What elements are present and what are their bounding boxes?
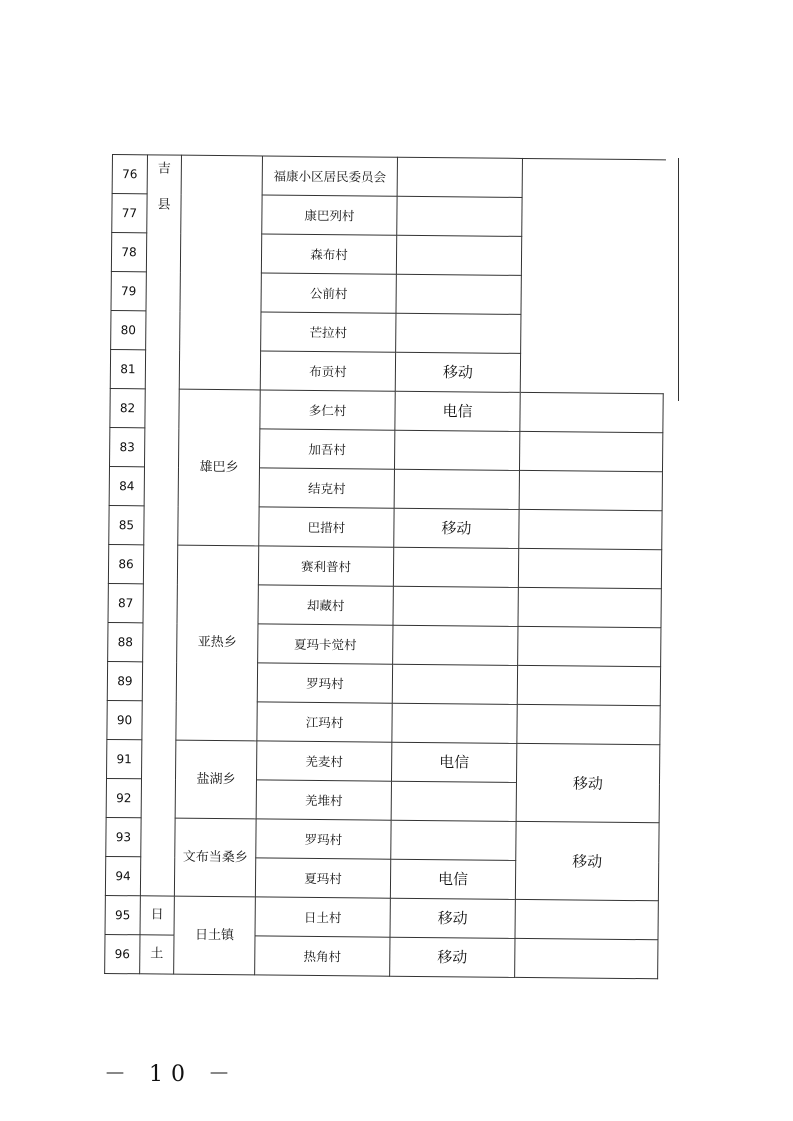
row-number: 94 — [105, 856, 140, 895]
carrier-cell-2 — [519, 470, 662, 510]
carrier-cell — [391, 781, 516, 821]
village-cell: 结克村 — [259, 468, 394, 508]
village-cell: 罗玛村 — [257, 663, 392, 703]
row-number: 83 — [110, 427, 145, 466]
carrier-cell — [397, 157, 522, 197]
town-cell: 日土镇 — [174, 896, 256, 975]
carrier-cell-2 — [518, 548, 661, 588]
carrier-cell — [393, 586, 518, 626]
carrier-cell — [393, 625, 518, 665]
village-cell: 加吾村 — [259, 429, 394, 469]
village-cell: 公前村 — [261, 273, 396, 313]
row-number: 78 — [111, 233, 146, 272]
town-cell: 文布当桑乡 — [174, 818, 256, 897]
table-row — [110, 388, 663, 432]
carrier-cell — [392, 664, 517, 704]
carrier-cell-2: 移动 — [516, 743, 660, 822]
carrier-cell: 移动 — [390, 898, 515, 938]
county-char: 县 — [157, 197, 171, 213]
row-number: 80 — [111, 310, 146, 349]
row-number: 87 — [108, 583, 143, 622]
blank-cell — [520, 158, 665, 393]
carrier-cell-2 — [520, 392, 663, 432]
town-cell: 盐湖乡 — [175, 740, 257, 819]
village-cell: 布贡村 — [260, 351, 395, 391]
carrier-cell — [391, 820, 516, 860]
carrier-cell — [396, 235, 521, 275]
row-number: 81 — [110, 349, 145, 388]
row-number: 92 — [106, 778, 141, 817]
row-number: 88 — [108, 622, 143, 661]
village-cell: 巴措村 — [259, 507, 394, 547]
row-number: 89 — [107, 661, 142, 700]
carrier-cell-2 — [515, 938, 658, 978]
carrier-cell-2 — [518, 626, 661, 666]
carrier-cell: 移动 — [395, 352, 520, 392]
row-number: 76 — [112, 155, 147, 194]
carrier-cell-2 — [517, 704, 660, 744]
row-number: 86 — [108, 544, 143, 583]
carrier-cell — [397, 196, 522, 236]
village-table — [104, 154, 666, 979]
village-cell: 却藏村 — [258, 585, 393, 625]
village-cell: 森布村 — [261, 234, 396, 274]
carrier-cell-2 — [518, 587, 661, 627]
carrier-cell — [396, 313, 521, 353]
village-cell: 多仁村 — [260, 390, 395, 430]
table-row — [105, 895, 658, 939]
carrier-cell: 移动 — [390, 937, 515, 977]
village-cell: 羌麦村 — [256, 741, 391, 781]
town-cell: 雄巴乡 — [178, 389, 260, 546]
village-cell: 热角村 — [255, 936, 390, 976]
village-cell: 日土村 — [255, 897, 390, 937]
carrier-cell: 电信 — [395, 391, 520, 431]
carrier-cell: 电信 — [390, 859, 515, 899]
carrier-cell — [394, 430, 519, 470]
village-cell: 福康小区居民委员会 — [262, 156, 397, 196]
carrier-cell-2 — [515, 899, 658, 939]
carrier-cell-2 — [519, 509, 662, 549]
row-number: 84 — [109, 466, 144, 505]
carrier-cell: 移动 — [394, 508, 519, 548]
row-number: 85 — [109, 505, 144, 544]
county-char: 土 — [140, 935, 174, 974]
carrier-cell — [392, 703, 517, 743]
row-number: 82 — [110, 388, 145, 427]
table-row — [108, 544, 661, 588]
row-number: 96 — [105, 934, 140, 973]
county-char: 吉 — [157, 161, 171, 177]
carrier-cell — [393, 547, 518, 587]
village-cell: 夏玛卡觉村 — [258, 624, 393, 664]
table-row — [106, 817, 659, 861]
row-number: 93 — [106, 817, 141, 856]
table-edge-line — [678, 158, 679, 401]
page-number: － 10 － — [104, 1062, 238, 1087]
village-cell: 夏玛村 — [255, 858, 390, 898]
village-cell: 康巴列村 — [262, 195, 397, 235]
table-row — [107, 739, 660, 783]
carrier-cell-2: 移动 — [515, 821, 659, 900]
town-cell: 亚热乡 — [176, 545, 259, 741]
carrier-cell-2 — [519, 431, 662, 471]
village-cell: 芒拉村 — [261, 312, 396, 352]
carrier-cell — [394, 469, 519, 509]
row-number: 77 — [112, 194, 147, 233]
village-cell: 羌堆村 — [256, 780, 391, 820]
village-cell: 赛利普村 — [258, 546, 393, 586]
town-cell-empty — [179, 155, 262, 390]
carrier-cell: 电信 — [391, 742, 516, 782]
row-number: 91 — [107, 739, 142, 778]
village-cell: 罗玛村 — [256, 819, 391, 859]
county-char: 日 — [140, 896, 174, 935]
carrier-cell — [396, 274, 521, 314]
row-number: 90 — [107, 700, 142, 739]
row-number: 79 — [111, 271, 146, 310]
table-row — [112, 155, 665, 199]
row-number: 95 — [105, 895, 140, 934]
village-cell: 江玛村 — [257, 702, 392, 742]
carrier-cell-2 — [517, 665, 660, 705]
